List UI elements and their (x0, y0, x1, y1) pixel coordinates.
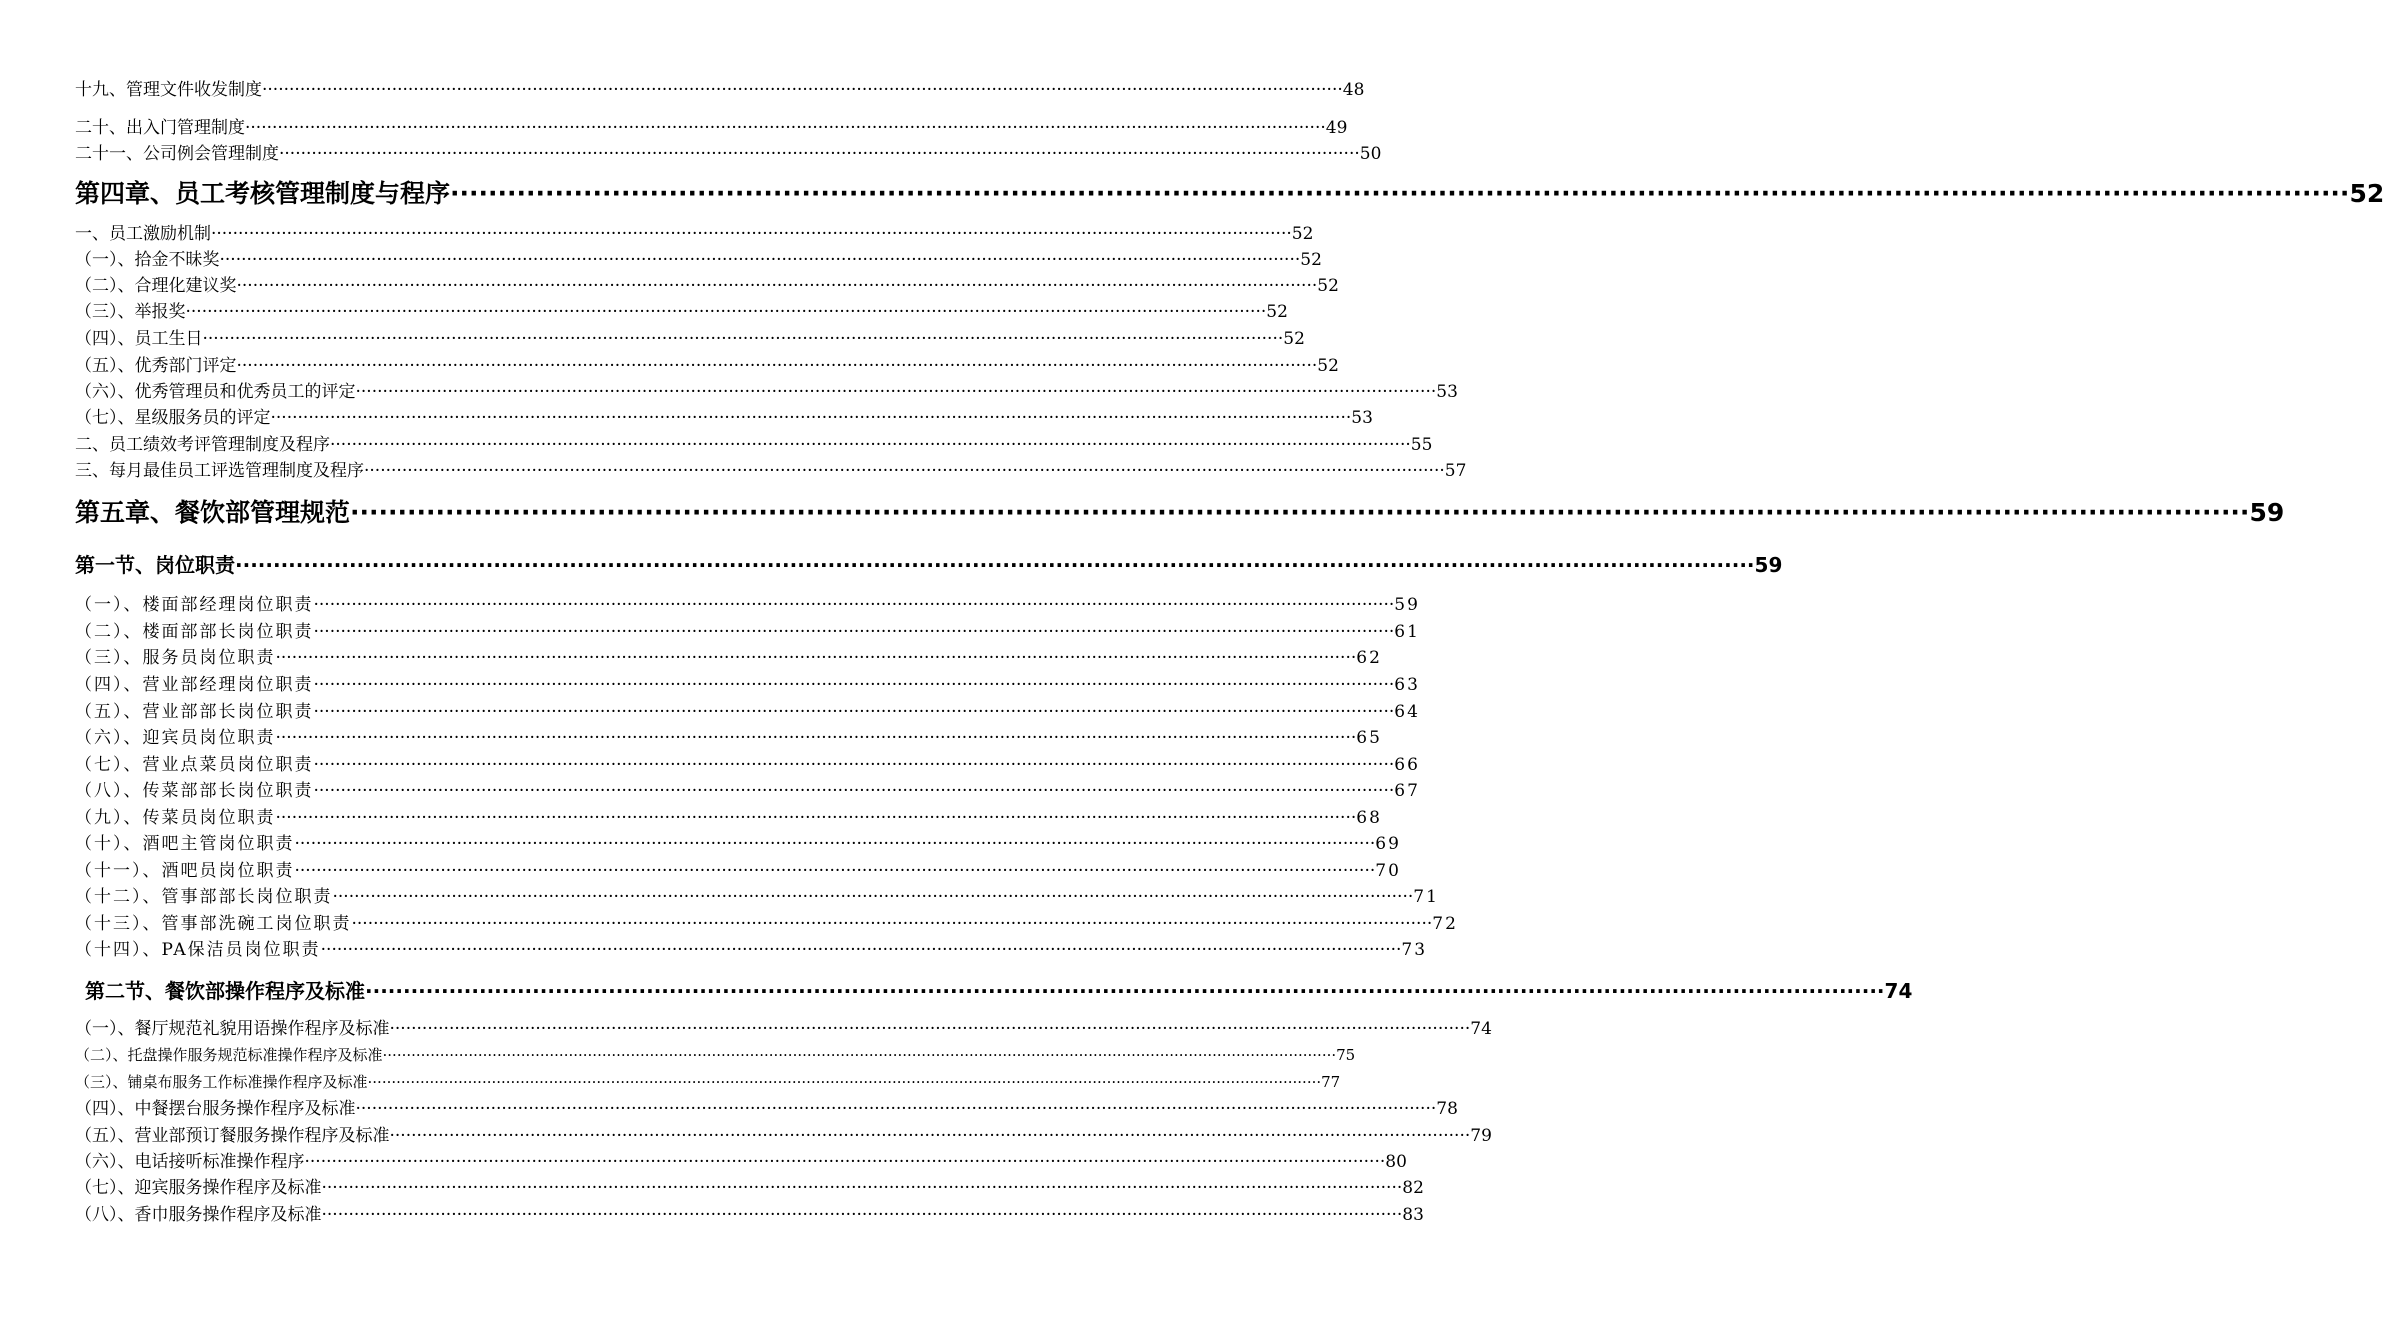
leader-dots: ········································································································································································································ (236, 356, 1318, 376)
toc-entry-label: 三、每月最佳员工评选管理制度及程序 (75, 461, 364, 481)
toc-entry-page: 68 (1356, 808, 1382, 828)
leader-dots: ········································································································································································································ (279, 144, 1360, 164)
toc-entry-page: 83 (1402, 1205, 1424, 1225)
toc-entry[interactable] (75, 1045, 1356, 1065)
toc-entry-label: （十四）、PA保洁员岗位职责 (75, 940, 321, 960)
toc-entry-label: （六）、优秀管理员和优秀员工的评定 (75, 382, 356, 402)
toc-entry-page: 80 (1385, 1152, 1407, 1172)
toc-entry[interactable] (75, 594, 1420, 616)
leader-dots: ········································································································································································································ (262, 80, 1343, 100)
toc-entry-label: （十一）、酒吧员岗位职责 (75, 861, 295, 881)
toc-entry-label: （一）、楼面部经理岗位职责 (75, 595, 314, 615)
leader-dots: ········································································································································································································ (320, 940, 1402, 960)
toc-entry[interactable] (75, 407, 1373, 429)
toc-entry-page: 64 (1394, 702, 1420, 722)
leader-dots: ········································································································································································································ (389, 1019, 1471, 1039)
toc-entry-label: 十九、管理文件收发制度 (75, 80, 262, 100)
toc-entry-page: 61 (1394, 622, 1420, 642)
toc-entry[interactable] (75, 460, 1467, 482)
toc-entry-label: （四）、员工生日 (75, 329, 203, 349)
toc-entry-page: 62 (1356, 648, 1382, 668)
toc-entry-page: 67 (1394, 781, 1420, 801)
leader-dots: ········································································································································································································ (355, 382, 1437, 402)
toc-entry-label: （一）、拾金不昧奖 (75, 250, 220, 270)
leader-dots: ········································································································································································································ (270, 408, 1352, 428)
toc-entry-label: 二、员工绩效考评管理制度及程序 (75, 435, 330, 455)
toc-entry-page: 59 (2249, 498, 2285, 527)
toc-entry[interactable] (75, 1098, 1458, 1120)
toc-entry[interactable] (75, 301, 1288, 323)
leader-dots: ········································································································································································································ (275, 728, 1357, 748)
leader-dots: ········································································································································································································ (364, 461, 1445, 481)
toc-entry-page: 74 (1884, 979, 1913, 1003)
toc-entry-label: （一）、餐厅规范礼貌用语操作程序及标准 (75, 1019, 390, 1039)
leader-dots: ········································································································································································································ (313, 622, 1395, 642)
leader-dots: ········································································································································································································ (389, 1126, 1471, 1146)
toc-entry-page: 52 (1266, 302, 1288, 322)
toc-entry-page: 71 (1413, 887, 1439, 907)
toc-entry-page: 75 (1336, 1046, 1356, 1064)
toc-entry[interactable] (75, 381, 1458, 403)
toc-entry-label: （五）、营业部部长岗位职责 (75, 702, 314, 722)
toc-entry[interactable] (75, 621, 1420, 643)
toc-entry-label: 第二节、餐饮部操作程序及标准 (85, 979, 365, 1003)
toc-entry[interactable] (75, 355, 1339, 377)
toc-entry-label: （七）、营业点菜员岗位职责 (75, 755, 314, 775)
toc-entry-label: （四）、营业部经理岗位职责 (75, 675, 314, 695)
leader-dots: ········································································································································································································ (313, 702, 1395, 722)
leader-dots: ········································································································································································································ (275, 648, 1357, 668)
toc-entry-label: 一、员工激励机制 (75, 224, 211, 244)
toc-entry-page: 50 (1359, 144, 1382, 164)
toc-entry-page: 52 (1291, 224, 1314, 244)
toc-entry[interactable] (75, 143, 1382, 165)
leader-dots: ········································································································································································································ (304, 1152, 1386, 1172)
leader-dots: ········································································································································································································ (367, 1073, 1322, 1091)
toc-entry-page: 74 (1470, 1019, 1492, 1039)
toc-entry-page: 53 (1436, 382, 1458, 402)
leader-dots: ········································································································································································································ (245, 118, 1326, 138)
leader-dots: ········································································································································································································ (236, 276, 1318, 296)
toc-entry[interactable] (75, 1204, 1424, 1226)
leader-dots: ········································································································································································································ (450, 179, 2350, 208)
toc-entry-label: （三）、铺桌布服务工作标准操作程序及标准 (75, 1073, 368, 1091)
toc-entry[interactable] (75, 807, 1382, 829)
toc-entry-label: （六）、电话接听标准操作程序 (75, 1152, 305, 1172)
toc-entry[interactable] (75, 939, 1428, 961)
toc-entry-page: 49 (1325, 118, 1348, 138)
toc-entry-page: 72 (1432, 914, 1458, 934)
toc-entry-label: 第一节、岗位职责 (75, 553, 235, 577)
leader-dots: ········································································································································································································ (219, 250, 1301, 270)
toc-entry-label: （二）、托盘操作服务规范标准操作程序及标准 (75, 1046, 383, 1064)
toc-entry-page: 53 (1351, 408, 1373, 428)
toc-entry[interactable] (75, 249, 1322, 271)
toc-entry[interactable] (75, 1151, 1407, 1173)
toc-entry-page: 59 (1394, 595, 1420, 615)
leader-dots: ········································································································································································································ (351, 914, 1433, 934)
toc-entry-page: 52 (1300, 250, 1322, 270)
toc-entry-label: （八）、传菜部部长岗位职责 (75, 781, 314, 801)
toc-entry-page: 52 (1283, 329, 1305, 349)
toc-entry-label: （二）、合理化建议奖 (75, 276, 237, 296)
leader-dots: ········································································································································································································ (202, 329, 1284, 349)
toc-entry[interactable] (75, 1125, 1492, 1147)
toc-entry[interactable] (75, 275, 1339, 297)
toc-entry-label: （五）、营业部预订餐服务操作程序及标准 (75, 1126, 390, 1146)
toc-entry[interactable] (75, 674, 1420, 696)
toc-entry-label: （二）、楼面部部长岗位职责 (75, 622, 314, 642)
toc-entry-page: 66 (1394, 755, 1420, 775)
toc-entry-label: （四）、中餐摆台服务操作程序及标准 (75, 1099, 356, 1119)
toc-entry-label: （九）、传菜员岗位职责 (75, 808, 276, 828)
toc-entry-label: （十三）、管事部洗碗工岗位职责 (75, 914, 352, 934)
toc-entry[interactable] (75, 727, 1382, 749)
toc-entry[interactable] (75, 328, 1305, 350)
toc-entry-page: 55 (1410, 435, 1433, 455)
toc-entry[interactable] (75, 647, 1382, 669)
toc-entry-page: 57 (1444, 461, 1467, 481)
toc-entry[interactable] (75, 223, 1314, 245)
toc-entry-page: 48 (1342, 80, 1365, 100)
leader-dots: ········································································································································································································ (294, 861, 1376, 881)
toc-entry-page: 52 (1317, 276, 1339, 296)
toc-entry-page: 59 (1754, 553, 1783, 577)
toc-entry[interactable] (75, 833, 1401, 855)
leader-dots: ········································································································································································································ (330, 435, 1411, 455)
toc-entry-page: 65 (1356, 728, 1382, 748)
section-heading[interactable] (85, 978, 1913, 1004)
toc-entry-page: 79 (1470, 1126, 1492, 1146)
section-heading[interactable] (75, 552, 1783, 578)
toc-entry-page: 70 (1375, 861, 1401, 881)
toc-entry-label: （七）、迎宾服务操作程序及标准 (75, 1178, 322, 1198)
toc-entry[interactable] (75, 780, 1420, 802)
toc-entry-page: 73 (1401, 940, 1428, 960)
leader-dots: ········································································································································································································ (332, 887, 1414, 907)
toc-entry-label: （十二）、管事部部长岗位职责 (75, 887, 333, 907)
toc-entry[interactable] (75, 1018, 1492, 1040)
leader-dots: ········································································································································································································ (294, 834, 1376, 854)
leader-dots: ········································································································································································································ (313, 675, 1395, 695)
leader-dots: ········································································································································································································ (355, 1099, 1437, 1119)
toc-entry-label: （十）、酒吧主管岗位职责 (75, 834, 295, 854)
chapter-heading[interactable] (75, 497, 2285, 529)
leader-dots: ········································································································································································································ (275, 808, 1357, 828)
leader-dots: ········································································································································································································ (382, 1046, 1337, 1064)
toc-entry-label: 第五章、餐饮部管理规范 (75, 498, 351, 527)
leader-dots: ········································································································································································································ (365, 979, 1885, 1003)
toc-entry-page: 82 (1402, 1178, 1424, 1198)
leader-dots: ········································································································································································································ (185, 302, 1267, 322)
toc-entry-label: （六）、迎宾员岗位职责 (75, 728, 276, 748)
toc-entry-label: 第四章、员工考核管理制度与程序 (75, 179, 451, 208)
leader-dots: ········································································································································································································ (313, 595, 1395, 615)
toc-entry-label: （八）、香巾服务操作程序及标准 (75, 1205, 322, 1225)
toc-entry[interactable] (75, 701, 1420, 723)
leader-dots: ········································································································································································································ (313, 755, 1395, 775)
toc-entry-label: （七）、星级服务员的评定 (75, 408, 271, 428)
leader-dots: ········································································································································································································ (321, 1178, 1403, 1198)
chapter-heading[interactable] (75, 178, 2384, 210)
toc-entry[interactable] (75, 886, 1439, 908)
toc-entry-label: 二十一、公司例会管理制度 (75, 144, 279, 164)
toc-entry[interactable] (75, 1177, 1424, 1199)
toc-entry[interactable] (75, 1072, 1341, 1092)
toc-entry-page: 63 (1394, 675, 1420, 695)
toc-entry-page: 52 (2349, 179, 2384, 208)
leader-dots: ········································································································································································································ (235, 553, 1755, 577)
toc-entry[interactable] (75, 117, 1348, 139)
toc-entry-page: 52 (1317, 356, 1339, 376)
leader-dots: ········································································································································································································ (313, 781, 1395, 801)
leader-dots: ········································································································································································································ (211, 224, 1292, 244)
toc-entry-label: （五）、优秀部门评定 (75, 356, 237, 376)
toc-entry-label: 二十、出入门管理制度 (75, 118, 245, 138)
toc-entry-page: 69 (1375, 834, 1401, 854)
toc-entry-label: （三）、服务员岗位职责 (75, 648, 276, 668)
leader-dots: ········································································································································································································ (321, 1205, 1403, 1225)
toc-entry[interactable] (75, 860, 1401, 882)
leader-dots: ········································································································································································································ (350, 498, 2250, 527)
toc-entry-page: 78 (1436, 1099, 1458, 1119)
toc-entry[interactable] (75, 913, 1458, 935)
toc-entry[interactable] (75, 79, 1365, 101)
toc-entry[interactable] (75, 434, 1433, 456)
toc-entry[interactable] (75, 754, 1420, 776)
toc-entry-label: （三）、举报奖 (75, 302, 186, 322)
toc-entry-page: 77 (1321, 1073, 1341, 1091)
